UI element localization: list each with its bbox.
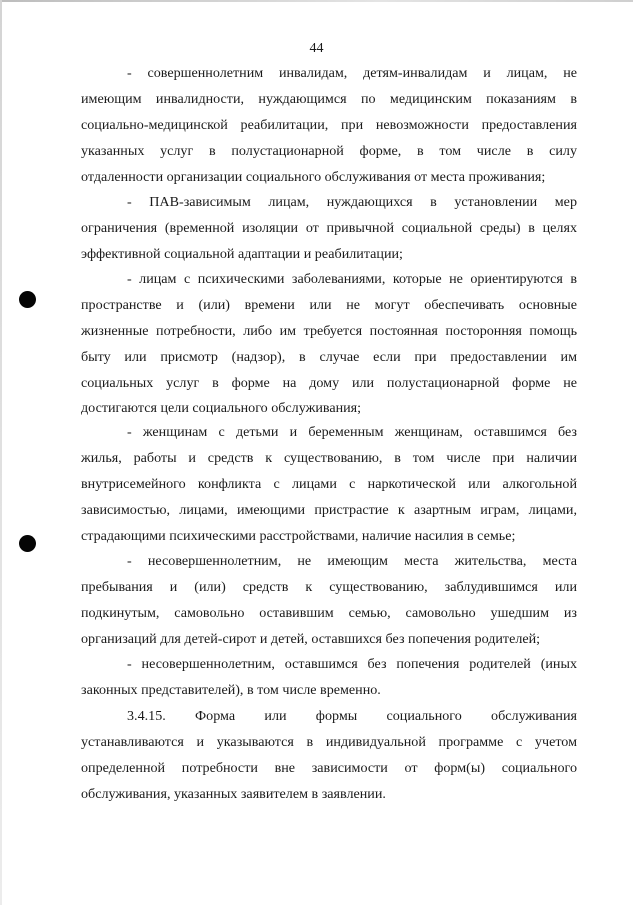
text-line: зависимостью, лицами, имеющими пристрастие к азартным играм, лицами, [81, 501, 577, 518]
scan-edge-left [0, 0, 2, 905]
text-line: пребывания и (или) средств к существованию, заблудившимся или [81, 578, 577, 595]
paragraph [81, 420, 577, 549]
paragraph [81, 652, 577, 704]
text-line: социальных услуг в форме на дому или полустационарной форме не [81, 374, 577, 391]
paragraph [81, 549, 577, 653]
text-line: - лицам с психическими заболеваниями, которые не ориентируются в [127, 271, 577, 287]
text-line: жилья, работы и средств к существованию, в том числе при наличии [81, 449, 577, 466]
scan-edge-top [0, 0, 633, 2]
text-line: подкинутым, самовольно оставившим семью, самовольно ушедшим из [81, 604, 577, 621]
punch-hole [19, 291, 36, 308]
text-line: - совершеннолетним инвалидам, детям-инвалидам и лицам, не [127, 65, 577, 81]
paragraph [81, 190, 577, 268]
punch-hole [19, 535, 36, 552]
text-line: эффективной социальной адаптации и реабилитации; [81, 245, 403, 262]
section-paragraph-3-4-15 [81, 704, 577, 808]
text-line: ограничения (временной изоляции от привычной социальной среды) в целях [81, 219, 577, 236]
text-line: достигаются цели социального обслуживания; [81, 400, 362, 417]
text-line: - несовершеннолетним, оставшимся без попечения родителей (иных [127, 656, 577, 672]
text-line: - несовершеннолетним, не имеющим места жительства, места [127, 553, 577, 569]
text-line: указанных услуг в полустационарной форме, в том числе в силу [81, 142, 577, 159]
text-line: социально-медицинской реабилитации, при невозможности предоставления [81, 116, 577, 133]
page-number: 44 [309, 41, 324, 56]
text-line: отдаленности организации социального обслуживания от места проживания; [81, 168, 546, 185]
text-line: определенной потребности вне зависимости от форм(ы) социального [81, 759, 577, 776]
paragraph [81, 61, 577, 190]
text-line: - женщинам с детьми и беременным женщинам, оставшимся без [127, 424, 577, 440]
text-line: имеющим инвалидности, нуждающимся по медицинским показаниям в [81, 90, 577, 107]
text-line: обслуживания, указанных заявителем в заявлении. [81, 785, 386, 802]
text-line: 3.4.15. Форма или формы социального обслуживания [127, 708, 577, 724]
text-line: законных представителей), в том числе временно. [81, 681, 381, 698]
text-line: внутрисемейного конфликта с лицами с наркотической или алкогольной [81, 475, 577, 492]
text-line: пространстве и (или) времени или не могут обеспечивать основные [81, 296, 577, 313]
text-line: быту или присмотр (надзор), в случае если при предоставлении им [81, 348, 577, 365]
text-line: организаций для детей-сирот и детей, оставшихся без попечения родителей; [81, 630, 541, 647]
text-line: жизненные потребности, либо им требуется постоянная посторонняя помощь [81, 322, 577, 339]
paragraph [81, 267, 577, 422]
text-line: устанавливаются и указываются в индивидуальной программе с учетом [81, 733, 577, 750]
text-line: страдающими психическими расстройствами, наличие насилия в семье; [81, 527, 516, 544]
text-line: - ПАВ-зависимым лицам, нуждающихся в установлении мер [127, 194, 577, 210]
